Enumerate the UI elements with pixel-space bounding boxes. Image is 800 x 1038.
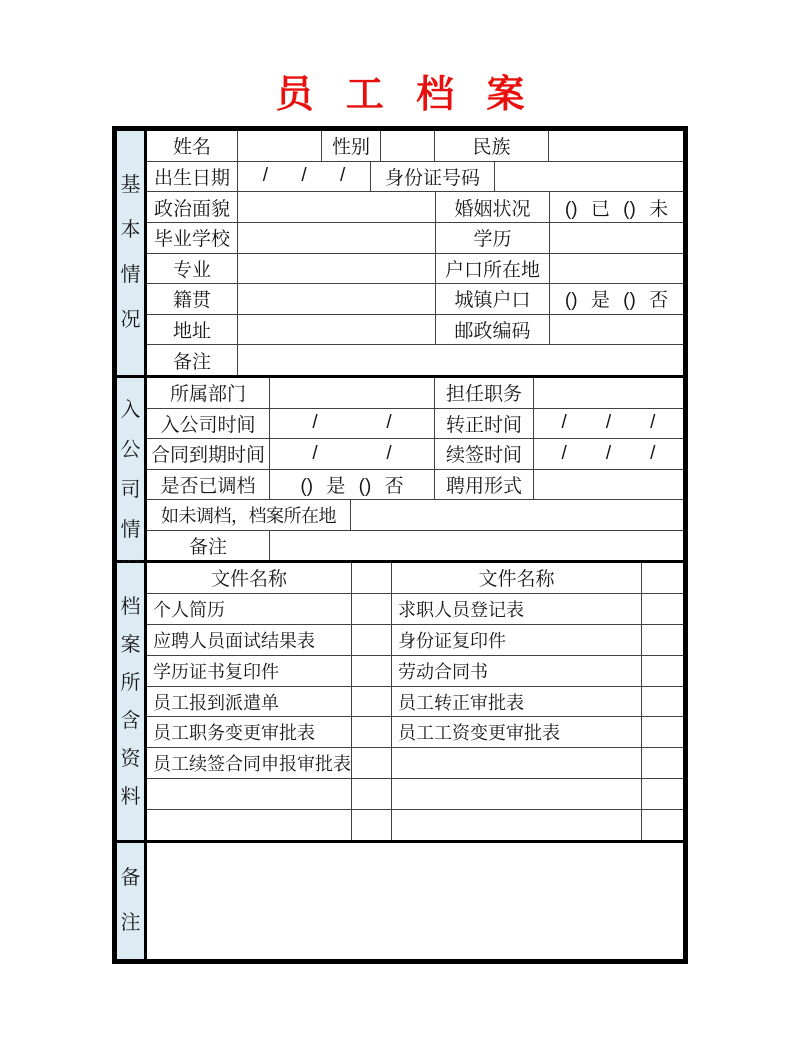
table-row xyxy=(147,223,683,254)
doc-regularization-approval-form: 员工转正审批表 xyxy=(392,687,642,717)
graduate-school-label: 毕业学校 xyxy=(147,223,238,253)
political-status-label: 政治面貌 xyxy=(147,192,238,222)
file-name-header-right: 文件名称 xyxy=(392,563,642,593)
table-row xyxy=(147,345,683,375)
sidebar-char: 公 xyxy=(120,439,141,461)
marital-status-options: () 已 () 未 xyxy=(564,198,669,220)
department-input[interactable] xyxy=(270,378,435,408)
table-row xyxy=(147,162,683,193)
section-body xyxy=(147,563,683,840)
date-slash: / xyxy=(386,412,392,434)
table-row xyxy=(147,810,683,840)
id-number-label: 身份证号码 xyxy=(371,162,495,192)
employment-type-label: 聘用形式 xyxy=(435,470,534,500)
address-input[interactable] xyxy=(238,315,436,345)
section-label-archive-contents xyxy=(117,563,147,840)
basic-remarks-input[interactable] xyxy=(238,345,683,375)
section-body xyxy=(147,131,683,375)
check-cell[interactable] xyxy=(352,594,392,624)
doc-position-change-approval-form: 员工职务变更审批表 xyxy=(147,717,352,747)
date-slash: / xyxy=(301,165,307,187)
name-label: 姓名 xyxy=(147,131,238,161)
education-input[interactable] xyxy=(550,223,683,253)
join-date-label: 入公司时间 xyxy=(147,409,270,439)
date-slash: / xyxy=(561,412,567,434)
check-cell[interactable] xyxy=(642,563,683,593)
check-cell[interactable] xyxy=(642,779,683,809)
date-slash: / xyxy=(340,165,346,187)
file-name-header-left: 文件名称 xyxy=(147,563,352,593)
table-row xyxy=(147,284,683,315)
check-cell[interactable] xyxy=(642,656,683,686)
check-cell[interactable] xyxy=(642,717,683,747)
regularization-date-input xyxy=(534,409,683,439)
check-cell[interactable] xyxy=(352,748,392,778)
postal-code-label: 邮政编码 xyxy=(436,315,550,345)
file-location-input[interactable] xyxy=(351,500,683,530)
position-input[interactable] xyxy=(534,378,683,408)
ethnicity-input[interactable] xyxy=(549,131,683,161)
household-location-input[interactable] xyxy=(550,254,683,284)
name-input[interactable] xyxy=(238,131,322,161)
check-cell[interactable] xyxy=(352,656,392,686)
table-row xyxy=(147,717,683,748)
doc-empty[interactable] xyxy=(392,748,642,778)
doc-empty[interactable] xyxy=(392,779,642,809)
sidebar-char: 情 xyxy=(120,264,141,286)
birth-date-input xyxy=(238,162,371,192)
department-label: 所属部门 xyxy=(147,378,270,408)
doc-contract-renewal-approval-form: 员工续签合同申报审批表 xyxy=(147,748,352,778)
doc-labor-contract: 劳动合同书 xyxy=(392,656,642,686)
doc-interview-result-form: 应聘人员面试结果表 xyxy=(147,625,352,655)
table-row xyxy=(147,843,683,959)
education-label: 学历 xyxy=(436,223,550,253)
section-body xyxy=(147,378,683,560)
sidebar-char: 情 xyxy=(120,519,141,541)
ethnicity-label: 民族 xyxy=(435,131,549,161)
date-slash: / xyxy=(650,442,656,464)
doc-empty[interactable] xyxy=(147,810,352,840)
check-cell[interactable] xyxy=(352,779,392,809)
gender-input[interactable] xyxy=(381,131,435,161)
join-remarks-input[interactable] xyxy=(270,531,683,561)
check-cell[interactable] xyxy=(352,717,392,747)
file-transferred-options: () 是 () 否 xyxy=(270,470,435,500)
table-row xyxy=(147,531,683,561)
sidebar-char: 况 xyxy=(120,309,141,331)
sidebar-char: 司 xyxy=(120,479,141,501)
doc-salary-change-approval-form: 员工工资变更审批表 xyxy=(392,717,642,747)
sidebar-char: 注 xyxy=(120,912,141,934)
marital-status-label: 婚姻状况 xyxy=(436,192,550,222)
table-row xyxy=(147,315,683,346)
contract-expiry-label: 合同到期时间 xyxy=(147,439,270,469)
table-row xyxy=(147,687,683,718)
table-row xyxy=(147,563,683,594)
date-slash: / xyxy=(386,442,392,464)
table-row xyxy=(147,656,683,687)
remarks-area[interactable] xyxy=(147,843,683,959)
section-notes xyxy=(117,843,683,959)
table-row xyxy=(147,500,683,531)
gender-label: 性别 xyxy=(322,131,381,161)
position-label: 担任职务 xyxy=(435,378,534,408)
urban-household-options: () 是 () 否 xyxy=(564,290,669,312)
check-cell[interactable] xyxy=(642,748,683,778)
file-location-label: 如未调档，档案所在地 xyxy=(147,500,351,530)
table-row xyxy=(147,779,683,810)
join-remarks-label: 备注 xyxy=(147,531,270,561)
basic-remarks-label: 备注 xyxy=(147,345,238,375)
id-number-input[interactable] xyxy=(495,162,683,192)
sidebar-char: 资 xyxy=(120,747,141,770)
section-body xyxy=(147,843,683,959)
doc-applicant-registration-form: 求职人员登记表 xyxy=(392,594,642,624)
table-row xyxy=(147,409,683,440)
contract-expiry-input xyxy=(270,439,435,469)
major-label: 专业 xyxy=(147,254,238,284)
table-row xyxy=(147,594,683,625)
sidebar-char: 档 xyxy=(120,595,141,618)
postal-code-input[interactable] xyxy=(550,315,683,345)
major-input[interactable] xyxy=(238,254,436,284)
check-cell[interactable] xyxy=(352,687,392,717)
urban-household-label: 城镇户口 xyxy=(436,284,550,314)
section-label-company-entry-info xyxy=(117,378,147,560)
check-cell[interactable] xyxy=(642,625,683,655)
doc-empty[interactable] xyxy=(392,810,642,840)
date-slash: / xyxy=(605,412,612,434)
native-place-label: 籍贯 xyxy=(147,284,238,314)
page-title: 员工档案 xyxy=(275,74,557,116)
renewal-date-label: 续签时间 xyxy=(435,439,534,469)
section-label-basic-info xyxy=(117,131,147,375)
sidebar-char: 含 xyxy=(120,709,141,732)
date-slash: / xyxy=(605,442,612,464)
regularization-date-label: 转正时间 xyxy=(435,409,534,439)
table-row xyxy=(147,131,683,162)
date-slash: / xyxy=(312,412,318,434)
table-row xyxy=(147,625,683,656)
table-row xyxy=(147,378,683,409)
sidebar-char: 案 xyxy=(120,633,141,656)
sidebar-char: 基 xyxy=(120,174,141,196)
date-slash: / xyxy=(650,412,656,434)
doc-empty[interactable] xyxy=(147,779,352,809)
check-cell[interactable] xyxy=(352,810,392,840)
address-label: 地址 xyxy=(147,315,238,345)
sidebar-char: 本 xyxy=(120,219,141,241)
table-row xyxy=(147,748,683,779)
file-transferred-label: 是否已调档 xyxy=(147,470,270,500)
birth-date-label: 出生日期 xyxy=(147,162,238,192)
date-slash: / xyxy=(561,442,567,464)
section-files xyxy=(117,563,683,843)
table-row xyxy=(147,470,683,501)
renewal-date-input xyxy=(534,439,683,469)
date-slash: / xyxy=(262,165,268,187)
section-label-remarks xyxy=(117,843,147,959)
doc-id-card-copy: 身份证复印件 xyxy=(392,625,642,655)
political-status-input[interactable] xyxy=(238,192,436,222)
date-slash: / xyxy=(312,442,318,464)
doc-diploma-copy: 学历证书复印件 xyxy=(147,656,352,686)
table-row xyxy=(147,192,683,223)
doc-report-dispatch-form: 员工报到派遣单 xyxy=(147,687,352,717)
table-row xyxy=(147,439,683,470)
sidebar-char: 入 xyxy=(120,399,141,421)
sidebar-char: 备 xyxy=(120,867,141,889)
graduate-school-input[interactable] xyxy=(238,223,436,253)
check-cell[interactable] xyxy=(642,594,683,624)
employee-file-form xyxy=(112,126,688,964)
check-cell[interactable] xyxy=(642,687,683,717)
table-row xyxy=(147,254,683,285)
section-basic xyxy=(117,131,683,378)
household-location-label: 户口所在地 xyxy=(436,254,550,284)
join-date-input xyxy=(270,409,435,439)
sidebar-char: 料 xyxy=(120,785,141,808)
section-join xyxy=(117,378,683,563)
doc-resume: 个人简历 xyxy=(147,594,352,624)
check-cell[interactable] xyxy=(642,810,683,840)
check-cell[interactable] xyxy=(352,563,392,593)
sidebar-char: 所 xyxy=(120,671,141,694)
employment-type-input[interactable] xyxy=(534,470,683,500)
native-place-input[interactable] xyxy=(238,284,436,314)
check-cell[interactable] xyxy=(352,625,392,655)
